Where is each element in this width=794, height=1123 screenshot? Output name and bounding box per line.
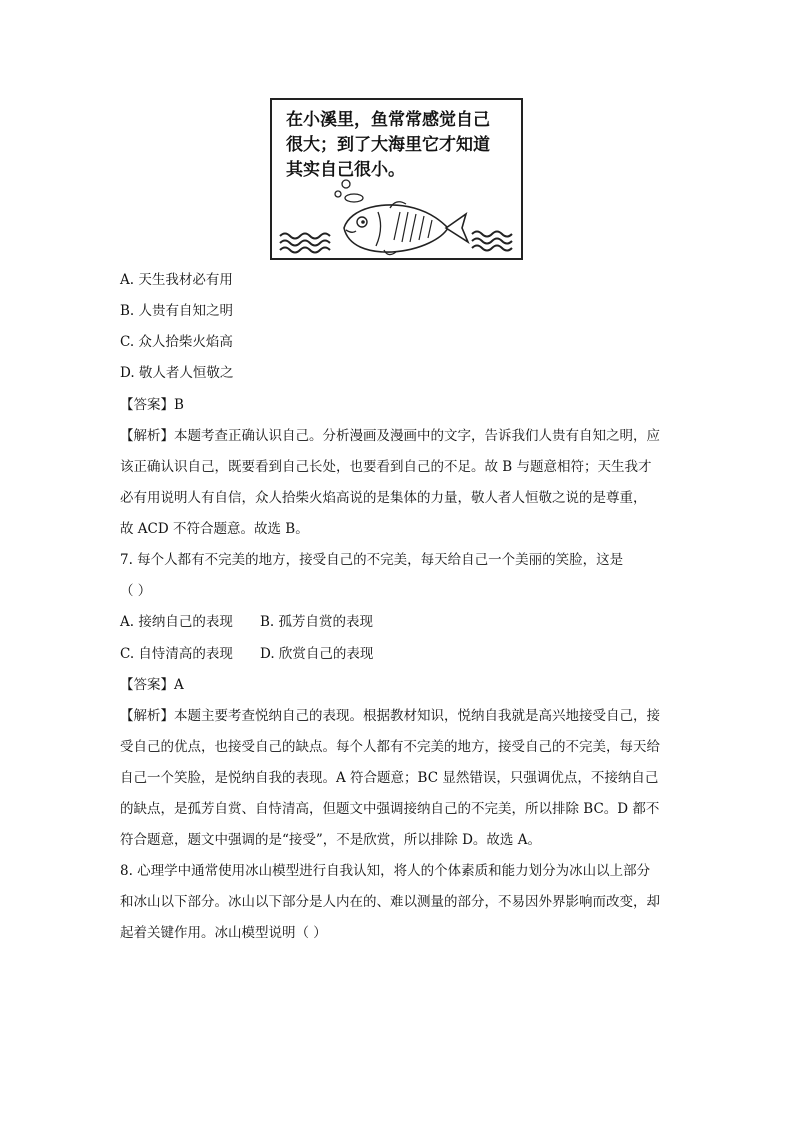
q7-options-row <box>120 644 374 664</box>
q8-stem-line: 起着关键作用。冰山模型说明（ ） <box>120 925 327 941</box>
fish-cartoon <box>270 98 523 260</box>
q8-stem-line: 和冰山以下部分。冰山以下部分是人内在的、难以测量的部分，不易因外界影响而改变，却 <box>120 894 660 910</box>
cartoon-caption-line: 其实自己很小。 <box>286 160 405 180</box>
cartoon-caption-line: 很大；到了大海里它才知道 <box>286 135 490 155</box>
q6-answer: 【答案】B <box>120 397 184 413</box>
q7-answer: 【答案】A <box>120 677 184 693</box>
q7-option-a: A. 接纳自己的表现 <box>120 614 233 630</box>
q6-analysis-line: 【解析】本题考查正确认识自己。分析漫画及漫画中的文字，告诉我们人贵有自知之明，应 <box>120 428 660 444</box>
q7-option-d: D. 欣赏自己的表现 <box>260 646 374 662</box>
q6-option-d: D. 敬人者人恒敬之 <box>120 365 234 381</box>
q6-option-b: B. 人贵有自知之明 <box>120 303 234 319</box>
q7-analysis-line: 符合题意，题文中强调的是“接受”，不是欣赏，所以排除 D。故选 A。 <box>120 832 541 848</box>
q6-analysis-line: 必有用说明人有自信，众人拾柴火焰高说的是集体的力量，敬人者人恒敬之说的是尊重， <box>120 490 647 506</box>
q8-stem-line: 8. 心理学中通常使用冰山模型进行自我认知，将人的个体素质和能力划分为冰山以上部分 <box>120 863 651 879</box>
cartoon-caption-line: 在小溪里，鱼常常感觉自己 <box>286 110 490 130</box>
q7-stem-line: 7. 每个人都有不完美的地方，接受自己的不完美，每天给自己一个美丽的笑脸，这是 <box>120 552 624 568</box>
q7-analysis-line: 受自己的优点，也接受自己的缺点。每个人都有不完美的地方，接受自己的不完美，每天给 <box>120 739 660 755</box>
fish-drawing <box>272 100 521 258</box>
q6-option-c: C. 众人拾柴火焰高 <box>120 334 233 350</box>
q7-option-b: B. 孤芳自赏的表现 <box>260 614 374 630</box>
q7-analysis-line: 的缺点，是孤芳自赏、自恃清高，但题文中强调接纳自己的不完美，所以排除 BC。D 都不 <box>120 801 660 817</box>
q6-option-a: A. 天生我材必有用 <box>120 272 233 288</box>
q7-stem-line: （ ） <box>120 583 152 599</box>
q7-analysis-line: 【解析】本题主要考查悦纳自己的表现。根据教材知识，悦纳自我就是高兴地接受自己，接 <box>120 708 660 724</box>
q7-options-row <box>120 612 374 632</box>
q7-option-c: C. 自恃清高的表现 <box>120 646 233 662</box>
q7-analysis-line: 自己一个笑脸，是悦纳自我的表现。A 符合题意；BC 显然错误，只强调优点，不接纳自己 <box>120 770 659 786</box>
q6-analysis-line: 故 ACD 不符合题意。故选 B。 <box>120 521 309 537</box>
q6-analysis-line: 该正确认识自己，既要看到自己长处，也要看到自己的不足。故 B 与题意相符；天生我才 <box>120 459 652 475</box>
